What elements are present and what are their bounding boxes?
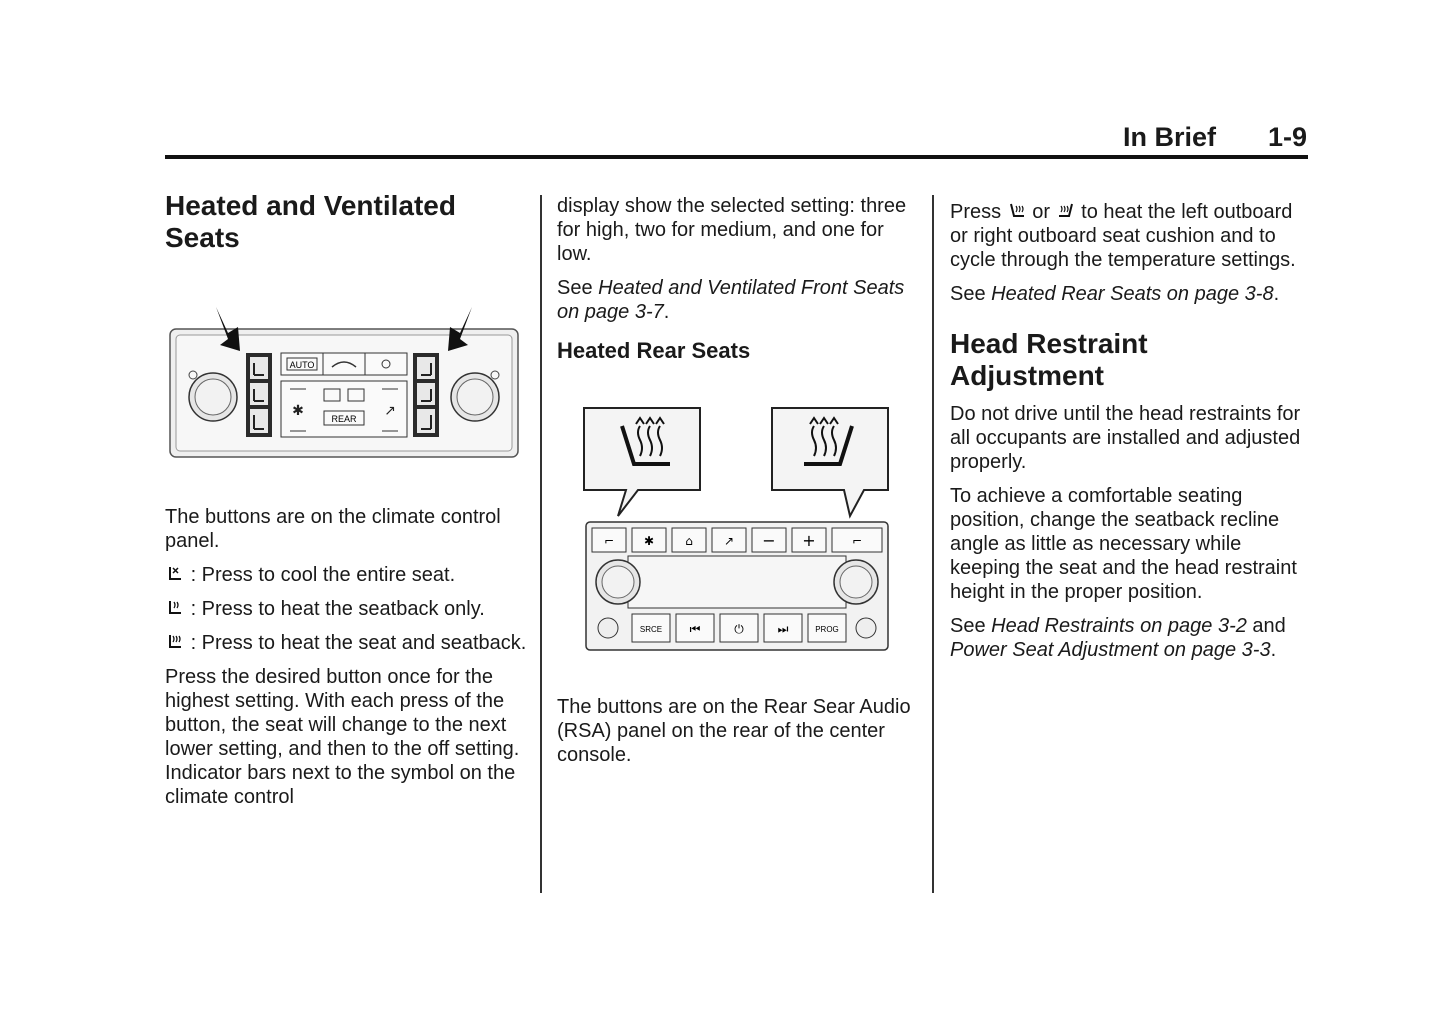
ventilated-seat-icon	[165, 564, 185, 584]
svg-text:⏮: ⏮	[689, 622, 701, 636]
heading-line: Heated and Ventilated	[165, 190, 456, 221]
paragraph: display show the selected setting: three for high, two for medium, and one for low.	[557, 195, 907, 265]
paragraph: The buttons are on the Rear Sear Audio (RSA) panel on the rear of the center console.	[557, 696, 911, 766]
heat-seatback-item: : Press to heat the seatback only.	[165, 597, 527, 621]
section-heading	[950, 328, 1312, 392]
srce-label: SRCE	[639, 625, 663, 634]
page-number: 1-9	[1268, 122, 1308, 152]
svg-text:⌐: ⌐	[603, 534, 615, 548]
svg-text:↗: ↗	[723, 534, 735, 548]
cross-reference: See Heated Rear Seats on page 3-8.	[950, 283, 1280, 305]
column-1-text	[165, 505, 527, 819]
svg-text:↗: ↗	[384, 403, 396, 419]
heat-seat-item: : Press to heat the seat and seatback.	[165, 631, 527, 655]
header-rule	[165, 155, 1308, 159]
section-title: In Brief	[1123, 122, 1217, 152]
svg-text:⏭: ⏭	[777, 622, 789, 636]
heated-seat-icon	[165, 632, 185, 652]
svg-text:−: −	[762, 531, 776, 550]
cross-reference: See Heated and Ventilated Front Seats on page 3-7.	[557, 277, 905, 323]
svg-text:✱: ✱	[292, 403, 304, 419]
paragraph: The buttons are on the climate control panel.	[165, 506, 501, 552]
heated-seatback-icon	[165, 598, 185, 618]
svg-text:⌐: ⌐	[851, 534, 863, 548]
heading-line: Head Restraint	[950, 328, 1148, 359]
paragraph: Do not drive until the head restraints for all occupants are installed and adjusted properly.	[950, 403, 1301, 473]
right-seat-buttons	[413, 353, 439, 437]
svg-text:⌂: ⌂	[685, 534, 693, 548]
heading-line: Seats	[165, 222, 240, 253]
section-heading	[165, 190, 527, 254]
column-1	[165, 190, 527, 254]
svg-text:✱: ✱	[643, 534, 655, 548]
column-3	[950, 200, 1312, 672]
column-2-text	[557, 695, 919, 777]
cool-seat-item: : Press to cool the entire seat.	[165, 563, 527, 587]
heated-seat-left-icon	[1007, 201, 1027, 221]
svg-text:+: +	[802, 531, 816, 550]
column-2	[557, 194, 919, 374]
cross-reference: See Head Restraints on page 3-2 and Power Seat Adjustment on page 3-3.	[950, 615, 1286, 661]
paragraph: Press or to heat the left outboard or right outboard seat cushion and to cycle through the temperature settings.	[950, 201, 1296, 271]
rear-seat-audio-panel-figure	[582, 406, 892, 654]
prog-label: PROG	[815, 625, 839, 634]
paragraph: To achieve a comfortable seating position, change the seatback recline angle as little as necessary while keeping the seat and the head restraint height in the proper position.	[950, 485, 1297, 603]
paragraph: Press the desired button once for the highest setting. With each press of the button, the seat will change to the next lower setting, and then to the off setting. Indicator bars next to the symbol on the climate control	[165, 666, 520, 808]
heated-seat-right-icon	[1056, 201, 1076, 221]
column-divider	[540, 195, 542, 893]
subheading: Heated Rear Seats	[557, 338, 751, 363]
svg-text:⏻: ⏻	[734, 622, 744, 636]
rear-label: REAR	[331, 414, 357, 424]
column-divider	[932, 195, 934, 893]
auto-label: AUTO	[289, 360, 315, 370]
heading-line: Adjustment	[950, 360, 1104, 391]
climate-control-panel-figure	[166, 305, 522, 465]
left-seat-buttons	[246, 353, 272, 437]
